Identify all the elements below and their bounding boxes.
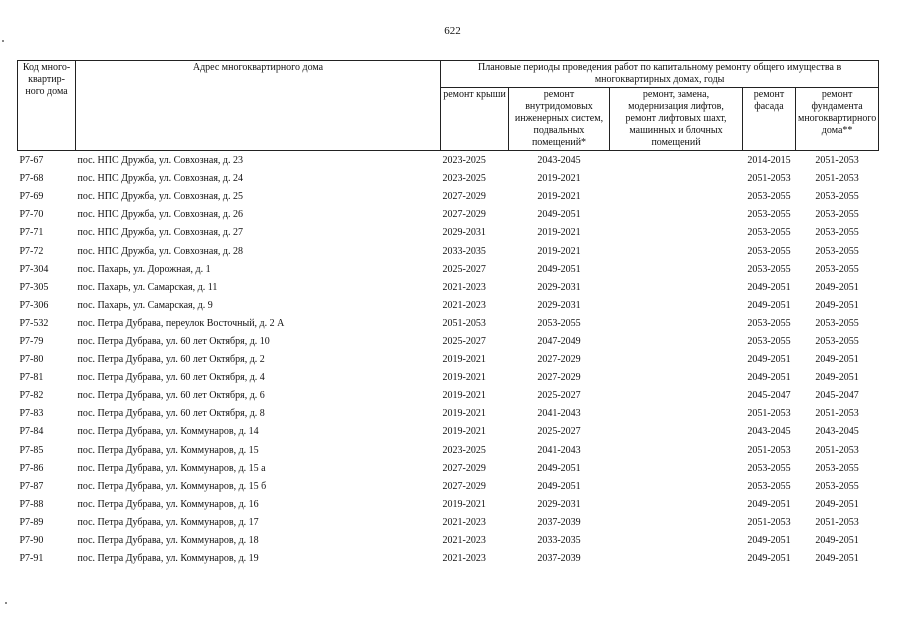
cell-foundation: 2053-2055 <box>815 227 859 239</box>
header-engineering: ремонт внутридомовых инженерных систем, подвальных помещений* <box>509 88 610 151</box>
table-row <box>18 460 879 478</box>
cell-address: пос. Петра Дубрава, ул. 60 лет Октября, д. 4 <box>77 372 265 384</box>
cell-address: пос. Петра Дубрава, ул. 60 лет Октября, д. 6 <box>77 390 265 402</box>
cell-roof: 2019-2021 <box>442 390 486 402</box>
cell-facade: 2053-2055 <box>747 263 791 275</box>
cell-address: пос. НПС Дружба, ул. Совхозная, д. 28 <box>77 245 244 257</box>
cell-roof: 2029-2031 <box>442 227 486 239</box>
cell-engineering: 2049-2051 <box>537 263 581 275</box>
cell-code: Р7-71 <box>19 227 44 239</box>
header-roof: ремонт крыши <box>441 88 509 151</box>
cell-roof: 2027-2029 <box>442 462 486 474</box>
cell-elevators <box>610 532 743 550</box>
cell-roof: 2021-2023 <box>442 535 486 547</box>
cell-roof: 2023-2025 <box>442 155 486 167</box>
cell-facade: 2045-2047 <box>747 390 791 402</box>
cell-code: Р7-83 <box>19 408 44 420</box>
cell-engineering: 2025-2027 <box>537 426 581 438</box>
cell-roof: 2027-2029 <box>442 209 486 221</box>
table-row <box>18 261 879 279</box>
cell-foundation: 2051-2053 <box>815 408 859 420</box>
capital-repair-schedule-table <box>17 60 879 568</box>
table-row <box>18 333 879 351</box>
cell-address: пос. НПС Дружба, ул. Совхозная, д. 25 <box>77 191 244 203</box>
cell-engineering: 2033-2035 <box>537 535 581 547</box>
cell-engineering: 2029-2031 <box>537 498 581 510</box>
table-row <box>18 423 879 441</box>
cell-foundation: 2053-2055 <box>815 245 859 257</box>
header-foundation: ремонт фундамента многоквартирного дома** <box>796 88 879 151</box>
cell-code: Р7-84 <box>19 426 44 438</box>
cell-engineering: 2019-2021 <box>537 191 581 203</box>
cell-roof: 2019-2021 <box>442 372 486 384</box>
cell-elevators <box>610 351 743 369</box>
cell-code: Р7-304 <box>19 263 49 275</box>
table-row <box>18 170 879 188</box>
cell-engineering: 2049-2051 <box>537 480 581 492</box>
cell-roof: 2051-2053 <box>442 317 486 329</box>
cell-roof: 2033-2035 <box>442 245 486 257</box>
table-row <box>18 405 879 423</box>
cell-elevators <box>610 550 743 568</box>
header-planned-periods: Плановые периоды проведения работ по капитальному ремонту общего имущества в многоквартирных домах, годы <box>441 61 879 88</box>
cell-roof: 2027-2029 <box>442 480 486 492</box>
cell-address: пос. НПС Дружба, ул. Совхозная, д. 26 <box>77 209 244 221</box>
cell-roof: 2025-2027 <box>442 263 486 275</box>
cell-facade: 2053-2055 <box>747 245 791 257</box>
cell-facade: 2051-2053 <box>747 173 791 185</box>
cell-elevators <box>610 279 743 297</box>
cell-foundation: 2051-2053 <box>815 516 859 528</box>
cell-elevators <box>610 423 743 441</box>
cell-engineering: 2019-2021 <box>537 227 581 239</box>
table-row <box>18 279 879 297</box>
cell-facade: 2049-2051 <box>747 498 791 510</box>
cell-foundation: 2049-2051 <box>815 553 859 565</box>
cell-code: Р7-70 <box>19 209 44 221</box>
cell-address: пос. Пахарь, ул. Дорожная, д. 1 <box>77 263 211 275</box>
cell-foundation: 2049-2051 <box>815 535 859 547</box>
cell-foundation: 2053-2055 <box>815 209 859 221</box>
table-row <box>18 224 879 242</box>
cell-foundation: 2053-2055 <box>815 480 859 492</box>
header-address: Адрес многоквартирного дома <box>76 61 441 151</box>
cell-address: пос. НПС Дружба, ул. Совхозная, д. 24 <box>77 173 244 185</box>
cell-engineering: 2037-2039 <box>537 516 581 528</box>
table-row <box>18 297 879 315</box>
cell-facade: 2049-2051 <box>747 372 791 384</box>
cell-facade: 2053-2055 <box>747 462 791 474</box>
header-facade: ремонт фасада <box>743 88 796 151</box>
cell-elevators <box>610 460 743 478</box>
cell-engineering: 2025-2027 <box>537 390 581 402</box>
cell-foundation: 2043-2045 <box>815 426 859 438</box>
cell-foundation: 2049-2051 <box>815 281 859 293</box>
cell-facade: 2043-2045 <box>747 426 791 438</box>
cell-elevators <box>610 405 743 423</box>
cell-foundation: 2053-2055 <box>815 462 859 474</box>
cell-elevators <box>610 387 743 405</box>
header-elevators: ремонт, замена, модернизация лифтов, ремонт лифтовых шахт, машинных и блочных помещений <box>610 88 743 151</box>
cell-code: Р7-305 <box>19 281 49 293</box>
table-row <box>18 478 879 496</box>
cell-foundation: 2049-2051 <box>815 372 859 384</box>
cell-foundation: 2049-2051 <box>815 299 859 311</box>
cell-elevators <box>610 224 743 242</box>
header-code: Код много-квартир-ного дома <box>18 61 76 151</box>
cell-elevators <box>610 297 743 315</box>
cell-code: Р7-69 <box>19 191 44 203</box>
cell-address: пос. Петра Дубрава, ул. 60 лет Октября, д. 10 <box>77 335 270 347</box>
cell-roof: 2021-2023 <box>442 516 486 528</box>
cell-facade: 2049-2051 <box>747 354 791 366</box>
cell-engineering: 2041-2043 <box>537 408 581 420</box>
scan-speck <box>5 602 7 604</box>
cell-roof: 2019-2021 <box>442 408 486 420</box>
cell-roof: 2023-2025 <box>442 444 486 456</box>
cell-facade: 2053-2055 <box>747 317 791 329</box>
cell-facade: 2049-2051 <box>747 299 791 311</box>
cell-roof: 2021-2023 <box>442 553 486 565</box>
cell-roof: 2021-2023 <box>442 299 486 311</box>
table-header <box>18 61 879 151</box>
cell-engineering: 2037-2039 <box>537 553 581 565</box>
cell-code: Р7-85 <box>19 444 44 456</box>
cell-engineering: 2027-2029 <box>537 354 581 366</box>
cell-elevators <box>610 151 743 171</box>
cell-engineering: 2019-2021 <box>537 245 581 257</box>
cell-elevators <box>610 261 743 279</box>
cell-code: Р7-82 <box>19 390 44 402</box>
table-body <box>18 151 879 569</box>
cell-code: Р7-532 <box>19 317 49 329</box>
table-row <box>18 188 879 206</box>
cell-elevators <box>610 333 743 351</box>
cell-foundation: 2053-2055 <box>815 317 859 329</box>
cell-address: пос. Петра Дубрава, ул. 60 лет Октября, д. 2 <box>77 354 265 366</box>
cell-code: Р7-80 <box>19 354 44 366</box>
cell-code: Р7-90 <box>19 535 44 547</box>
table-row <box>18 532 879 550</box>
cell-address: пос. Петра Дубрава, ул. Коммунаров, д. 18 <box>77 535 259 547</box>
cell-roof: 2025-2027 <box>442 335 486 347</box>
cell-engineering: 2041-2043 <box>537 444 581 456</box>
cell-foundation: 2053-2055 <box>815 263 859 275</box>
cell-facade: 2053-2055 <box>747 209 791 221</box>
cell-foundation: 2053-2055 <box>815 191 859 203</box>
cell-code: Р7-67 <box>19 155 44 167</box>
cell-code: Р7-91 <box>19 553 44 565</box>
cell-elevators <box>610 369 743 387</box>
cell-engineering: 2029-2031 <box>537 299 581 311</box>
cell-roof: 2019-2021 <box>442 426 486 438</box>
cell-facade: 2051-2053 <box>747 444 791 456</box>
cell-facade: 2014-2015 <box>747 155 791 167</box>
cell-roof: 2021-2023 <box>442 281 486 293</box>
cell-elevators <box>610 442 743 460</box>
cell-facade: 2053-2055 <box>747 335 791 347</box>
cell-code: Р7-89 <box>19 516 44 528</box>
cell-elevators <box>610 315 743 333</box>
cell-code: Р7-72 <box>19 245 44 257</box>
cell-address: пос. Петра Дубрава, ул. Коммунаров, д. 17 <box>77 516 259 528</box>
cell-address: пос. НПС Дружба, ул. Совхозная, д. 23 <box>77 155 244 167</box>
cell-code: Р7-79 <box>19 335 44 347</box>
cell-engineering: 2049-2051 <box>537 462 581 474</box>
table-row <box>18 351 879 369</box>
cell-facade: 2049-2051 <box>747 281 791 293</box>
table-row <box>18 496 879 514</box>
cell-roof: 2023-2025 <box>442 173 486 185</box>
cell-foundation: 2049-2051 <box>815 498 859 510</box>
table-row <box>18 206 879 224</box>
cell-elevators <box>610 478 743 496</box>
cell-elevators <box>610 206 743 224</box>
cell-facade: 2049-2051 <box>747 553 791 565</box>
cell-foundation: 2051-2053 <box>815 173 859 185</box>
cell-facade: 2051-2053 <box>747 408 791 420</box>
table-row <box>18 315 879 333</box>
cell-foundation: 2051-2053 <box>815 155 859 167</box>
cell-elevators <box>610 242 743 260</box>
cell-facade: 2051-2053 <box>747 516 791 528</box>
cell-facade: 2053-2055 <box>747 191 791 203</box>
cell-engineering: 2019-2021 <box>537 173 581 185</box>
cell-code: Р7-68 <box>19 173 44 185</box>
cell-elevators <box>610 514 743 532</box>
cell-engineering: 2043-2045 <box>537 155 581 167</box>
cell-roof: 2019-2021 <box>442 498 486 510</box>
cell-engineering: 2027-2029 <box>537 372 581 384</box>
cell-address: пос. Петра Дубрава, ул. Коммунаров, д. 15 а <box>77 462 266 474</box>
table-row <box>18 514 879 532</box>
cell-engineering: 2029-2031 <box>537 281 581 293</box>
scan-speck <box>2 40 4 42</box>
table-row <box>18 151 879 171</box>
table-row <box>18 550 879 568</box>
table-row <box>18 442 879 460</box>
cell-elevators <box>610 188 743 206</box>
cell-code: Р7-306 <box>19 299 49 311</box>
cell-facade: 2053-2055 <box>747 227 791 239</box>
page-number: 622 <box>444 25 461 37</box>
cell-code: Р7-86 <box>19 462 44 474</box>
cell-engineering: 2053-2055 <box>537 317 581 329</box>
cell-address: пос. Петра Дубрава, ул. 60 лет Октября, д. 8 <box>77 408 265 420</box>
cell-address: пос. Петра Дубрава, переулок Восточный, д. 2 А <box>77 317 285 329</box>
cell-address: пос. Петра Дубрава, ул. Коммунаров, д. 15 <box>77 444 259 456</box>
cell-address: пос. НПС Дружба, ул. Совхозная, д. 27 <box>77 227 244 239</box>
table-row <box>18 387 879 405</box>
cell-foundation: 2051-2053 <box>815 444 859 456</box>
cell-facade: 2049-2051 <box>747 535 791 547</box>
cell-code: Р7-88 <box>19 498 44 510</box>
cell-code: Р7-87 <box>19 480 44 492</box>
cell-address: пос. Пахарь, ул. Самарская, д. 11 <box>77 281 218 293</box>
cell-address: пос. Петра Дубрава, ул. Коммунаров, д. 14 <box>77 426 259 438</box>
cell-facade: 2053-2055 <box>747 480 791 492</box>
cell-code: Р7-81 <box>19 372 44 384</box>
cell-engineering: 2049-2051 <box>537 209 581 221</box>
table-row <box>18 242 879 260</box>
cell-elevators <box>610 170 743 188</box>
cell-address: пос. Петра Дубрава, ул. Коммунаров, д. 16 <box>77 498 259 510</box>
cell-roof: 2027-2029 <box>442 191 486 203</box>
cell-foundation: 2049-2051 <box>815 354 859 366</box>
cell-foundation: 2053-2055 <box>815 335 859 347</box>
cell-elevators <box>610 496 743 514</box>
cell-roof: 2019-2021 <box>442 354 486 366</box>
cell-foundation: 2045-2047 <box>815 390 859 402</box>
cell-address: пос. Пахарь, ул. Самарская, д. 9 <box>77 299 213 311</box>
cell-address: пос. Петра Дубрава, ул. Коммунаров, д. 19 <box>77 553 259 565</box>
cell-address: пос. Петра Дубрава, ул. Коммунаров, д. 15 б <box>77 480 267 492</box>
table-row <box>18 369 879 387</box>
cell-engineering: 2047-2049 <box>537 335 581 347</box>
